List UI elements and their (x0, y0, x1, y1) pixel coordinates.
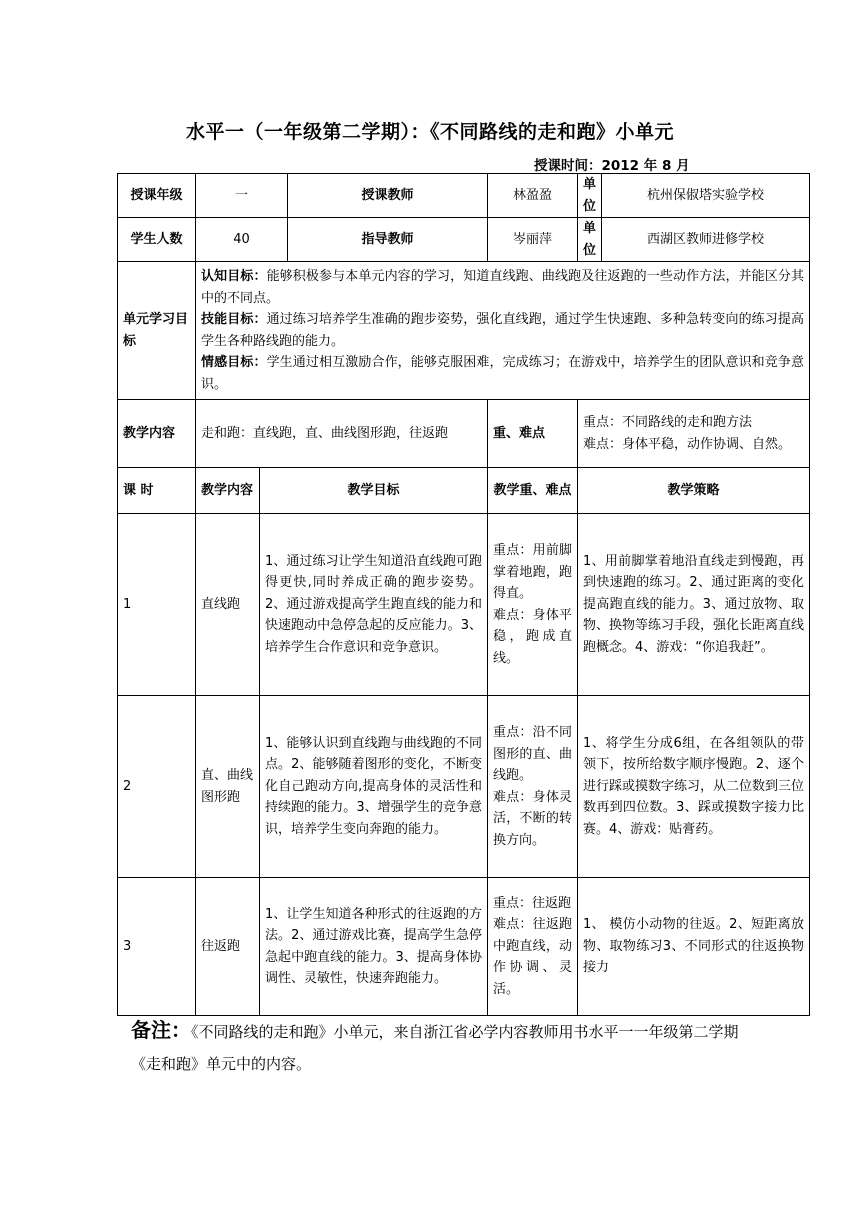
remarks (131, 1014, 751, 1080)
guide-label: 指导教师 (288, 218, 488, 262)
goals-cell (196, 262, 810, 400)
content-row (118, 400, 810, 468)
lesson-row-3 (118, 878, 810, 1016)
unit-table (117, 173, 810, 1016)
lesson-focus: 重点：往返跑 难点：往返跑中跑直线，动作协调、灵活。 (488, 878, 578, 1016)
lesson-goals: 1、通过练习让学生知道沿直线跑可跑得更快,同时养成正确的跑步姿势。2、通过游戏提高学生跑直线的能力和快速跑动中急停急起的反应能力。3、培养学生合作意识和竞争意识。 (260, 514, 488, 696)
unit-label-2: 单位 (578, 218, 602, 262)
lesson-strategy: 1、用前脚掌着地沿直线走到慢跑，再到快速跑的练习。2、通过距离的变化提高跑直线的能力。3、通过放物、取物、换物等练习手段，强化长距离直线跑概念。4、游戏：“你追我赶”。 (578, 514, 810, 696)
cognitive-goal: 认知目标：能够积极参与本单元内容的学习，知道直线跑、曲线跑及往返跑的一些动作方法，并能区分其中的不同点。 (201, 269, 805, 306)
header-strategy: 教学策略 (578, 468, 810, 514)
grade-value: 一 (196, 174, 288, 218)
lesson-number: 2 (118, 696, 196, 878)
page-title: 水平一（一年级第二学期）：《不同路线的走和跑》小单元 (185, 121, 674, 143)
unit-value-2: 西湖区教师进修学校 (602, 218, 810, 262)
date-line: 授课时间：2012 年 8 月 (534, 158, 690, 174)
remarks-label: 备注： (131, 1018, 191, 1042)
teacher-value: 林盈盈 (488, 174, 578, 218)
lesson-content: 往返跑 (196, 878, 260, 1016)
key-label: 重、难点 (488, 400, 578, 468)
header-row (118, 468, 810, 514)
header-content: 教学内容 (196, 468, 260, 514)
key-cell (578, 400, 810, 468)
info-row-2 (118, 218, 810, 262)
goals-label: 单元学习目标 (118, 262, 196, 400)
lesson-goals: 1、能够认识到直线跑与曲线跑的不同点。2、能够随着图形的变化，不断变化自己跑动方向,提高身体的灵活性和持续跑的能力。3、增强学生的竞争意识，培养学生变向奔跑的能力。 (260, 696, 488, 878)
students-value: 40 (196, 218, 288, 262)
students-label: 学生人数 (118, 218, 196, 262)
emotion-goal: 情感目标：学生通过相互激励合作，能够克服困难，完成练习；在游戏中，培养学生的团队意识和竞争意识。 (201, 355, 805, 392)
lesson-strategy: 1、 模仿小动物的往返。2、短距离放物、取物练习3、不同形式的往返换物接力 (578, 878, 810, 1016)
skill-goal: 技能目标：通过练习培养学生准确的跑步姿势，强化直线跑，通过学生快速跑、多种急转变向的练习提高学生各种路线跑的能力。 (201, 312, 805, 349)
lesson-strategy: 1、将学生分成6组，在各组领队的带领下，按所给数字顺序慢跑。2、逐个进行踩或摸数字练习，从二位数到三位数再到四位数。3、踩或摸数字接力比赛。4、游戏：贴膏药。 (578, 696, 810, 878)
lesson-focus: 重点：用前脚掌着地跑，跑得直。 难点：身体平稳，跑成直线。 (488, 514, 578, 696)
lesson-row-2 (118, 696, 810, 878)
content-label: 教学内容 (118, 400, 196, 468)
remarks-text: 《不同路线的走和跑》小单元，来自浙江省必学内容教师用书水平一一年级第二学期《走和跑》单元中的内容。 (131, 1023, 739, 1073)
content-text: 走和跑：直线跑，直、曲线图形跑，往返跑 (196, 400, 488, 468)
lesson-content: 直线跑 (196, 514, 260, 696)
goals-row (118, 262, 810, 400)
guide-value: 岑丽萍 (488, 218, 578, 262)
lesson-row-1 (118, 514, 810, 696)
header-focus: 教学重、难点 (488, 468, 578, 514)
lesson-number: 1 (118, 514, 196, 696)
lesson-focus: 重点：沿不同图形的直、曲线跑。 难点：身体灵活，不断的转换方向。 (488, 696, 578, 878)
header-lesson: 课 时 (118, 468, 196, 514)
lesson-goals: 1、让学生知道各种形式的往返跑的方法。2、通过游戏比赛，提高学生急停急起中跑直线的能力。3、提高身体协调性、灵敏性，快速奔跑能力。 (260, 878, 488, 1016)
grade-label: 授课年级 (118, 174, 196, 218)
info-row-1 (118, 174, 810, 218)
difficulty-point: 难点：身体平稳，动作协调、自然。 (583, 436, 792, 452)
header-goal: 教学目标 (260, 468, 488, 514)
lesson-number: 3 (118, 878, 196, 1016)
unit-label: 单位 (578, 174, 602, 218)
key-point: 重点：不同路线的走和跑方法 (583, 415, 753, 430)
lesson-content: 直、曲线图形跑 (196, 696, 260, 878)
unit-value-1: 杭州保俶塔实验学校 (602, 174, 810, 218)
teacher-label: 授课教师 (288, 174, 488, 218)
